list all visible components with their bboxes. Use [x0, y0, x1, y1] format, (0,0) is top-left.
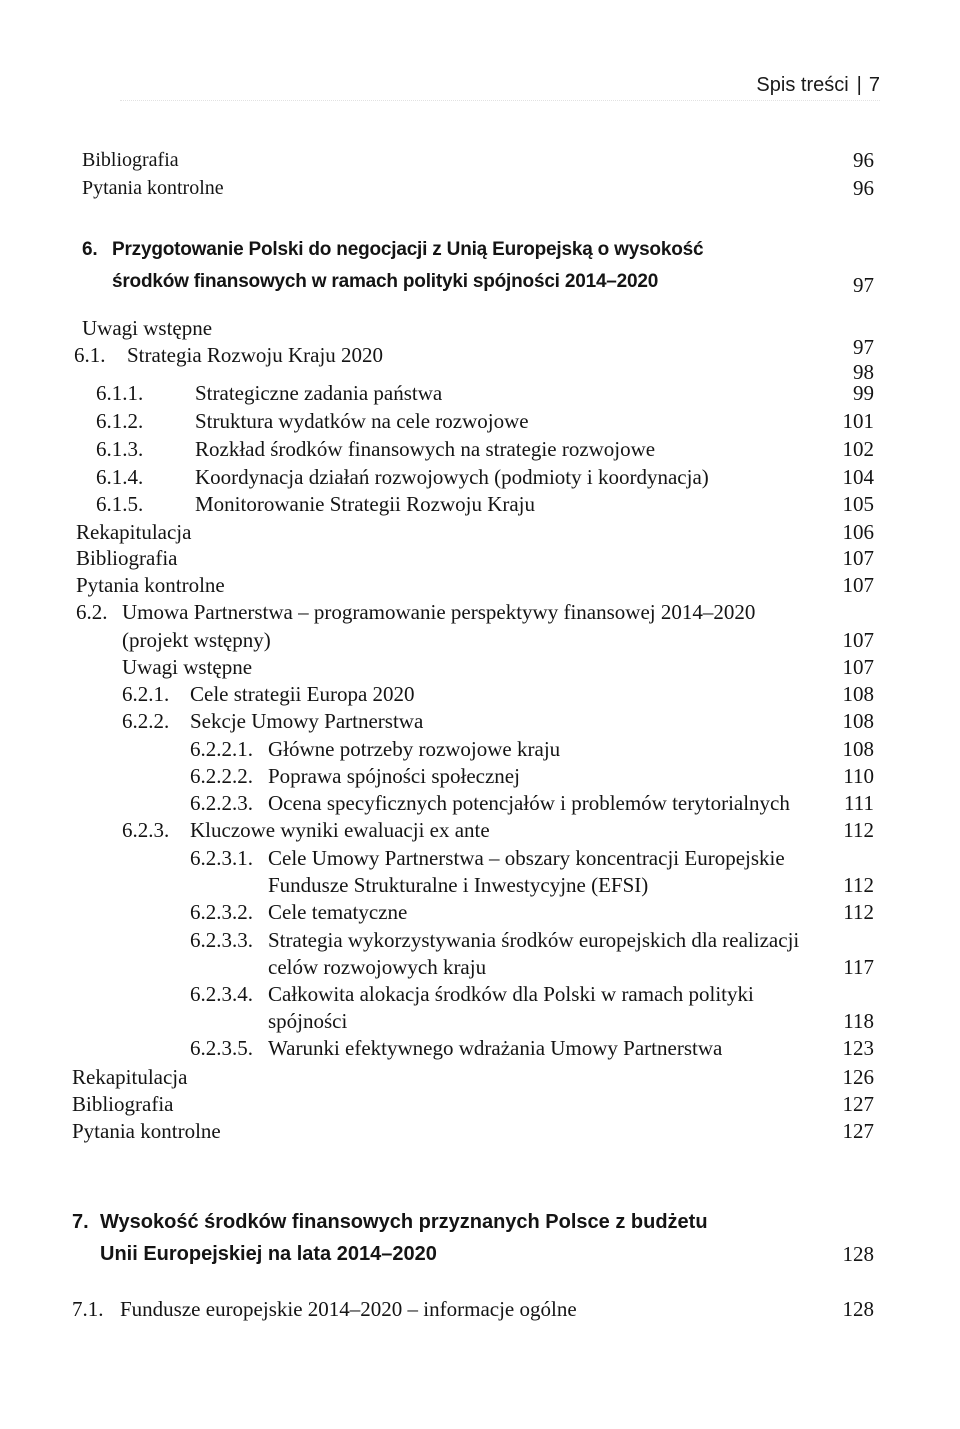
- entry-page: 108: [842, 737, 874, 761]
- entry-page: 110: [843, 764, 874, 788]
- chapter-page: 97: [853, 273, 874, 297]
- toc-entry: [0, 490, 960, 518]
- entry-title: Cele Umowy Partnerstwa – obszary koncentracji Europejskie: [268, 846, 785, 870]
- entry-page: 101: [842, 409, 874, 433]
- entry-number: 6.1.4.: [96, 465, 144, 489]
- chapter-title-line1: Wysokość środków finansowych przyznanych Polsce z budżetu: [100, 1211, 708, 1233]
- entry-title-line2: (projekt wstępny): [122, 628, 271, 652]
- entry-title: Pytania kontrolne: [76, 573, 225, 597]
- entry-number: 6.2.3.: [122, 818, 170, 842]
- entry-page: 104: [842, 465, 874, 489]
- entry-page: 96: [853, 176, 874, 200]
- entry-page: 107: [842, 573, 874, 597]
- entry-number: 6.2.2.3.: [190, 791, 253, 815]
- chapter-title-line2: środków finansowych w ramach polityki spójności 2014–2020: [112, 271, 659, 292]
- entry-page: 126: [842, 1065, 874, 1089]
- toc-entry: [0, 518, 960, 546]
- toc-entry: [0, 435, 960, 463]
- entry-title: Kluczowe wyniki ewaluacji ex ante: [190, 818, 490, 842]
- toc-entry: [0, 844, 960, 899]
- toc-entry: [0, 707, 960, 735]
- entry-number: 6.2.2.: [122, 709, 170, 733]
- toc-entry: [0, 1117, 960, 1145]
- chapter-number: 6.: [82, 239, 98, 260]
- entry-number: 6.1.5.: [96, 492, 144, 516]
- entry-number: 6.2.3.3.: [190, 928, 253, 952]
- chapter-number: 7.: [72, 1211, 89, 1233]
- entry-page: 112: [843, 818, 874, 842]
- entry-page: 112: [843, 873, 874, 897]
- toc-entry: [0, 379, 960, 407]
- entry-title: Cele strategii Europa 2020: [190, 682, 415, 706]
- chapter-heading: [0, 236, 960, 296]
- entry-number: 6.1.1.: [96, 381, 144, 405]
- toc-entry: [0, 1034, 960, 1062]
- entry-title: Uwagi wstępne: [122, 655, 253, 679]
- entry-title-line2: celów rozwojowych kraju: [268, 955, 487, 979]
- entry-title: Pytania kontrolne: [72, 1119, 221, 1143]
- entry-title: Bibliografia: [76, 546, 178, 570]
- entry-number: 6.2.2.1.: [190, 737, 253, 761]
- entry-page: 97: [853, 335, 874, 359]
- toc-entry: [0, 735, 960, 763]
- entry-title: Ocena specyficznych potencjałów i problemów terytorialnych: [268, 791, 790, 815]
- toc-entry: [0, 653, 960, 681]
- chapter-heading: [0, 1208, 960, 1268]
- entry-page: 96: [853, 148, 874, 172]
- toc-entry: [0, 146, 960, 174]
- entry-page: 102: [842, 437, 874, 461]
- entry-title-line2: Fundusze Strukturalne i Inwestycyjne (EFSI): [268, 873, 649, 897]
- entry-title: Umowa Partnerstwa – programowanie perspektywy finansowej 2014–2020: [122, 600, 756, 624]
- entry-title: Struktura wydatków na cele rozwojowe: [195, 409, 529, 433]
- toc-entry: [0, 898, 960, 926]
- entry-page: 108: [842, 709, 874, 733]
- entry-number: 6.2.3.5.: [190, 1036, 253, 1060]
- toc-entry: [0, 1090, 960, 1118]
- entry-number: 6.2.3.1.: [190, 846, 253, 870]
- entry-title: Rozkład środków finansowych na strategie rozwojowe: [195, 437, 656, 461]
- entry-title-line2: spójności: [268, 1009, 348, 1033]
- toc-entry: [0, 1063, 960, 1091]
- entry-title: Uwagi wstępne: [82, 316, 213, 340]
- entry-page: 105: [842, 492, 874, 516]
- entry-title: Całkowita alokacja środków dla Polski w ramach polityki: [268, 982, 754, 1006]
- chapter-page: 128: [842, 1242, 874, 1266]
- entry-title: Cele tematyczne: [268, 900, 408, 924]
- toc-entry: [0, 571, 960, 599]
- entry-title: Rekapitulacja: [72, 1065, 188, 1089]
- entry-title: Strategiczne zadania państwa: [195, 381, 443, 405]
- header-page-number: 7: [868, 74, 880, 96]
- entry-title: Koordynacja działań rozwojowych (podmioty i koordynacja): [195, 465, 709, 489]
- running-header: [756, 71, 880, 99]
- entry-page: 127: [842, 1092, 874, 1116]
- entry-title: Pytania kontrolne: [82, 177, 224, 199]
- entry-number: 6.2.: [76, 600, 108, 624]
- entry-page: 106: [842, 520, 874, 544]
- entry-title: Strategia Rozwoju Kraju 2020: [127, 343, 384, 367]
- entry-title: Bibliografia: [72, 1092, 174, 1116]
- entry-title: Bibliografia: [82, 149, 179, 171]
- entry-page: 123: [842, 1036, 874, 1060]
- entry-title: Poprawa spójności społecznej: [268, 764, 520, 788]
- entry-number: 6.1.2.: [96, 409, 144, 433]
- toc-entry: [0, 762, 960, 790]
- entry-number: 6.2.3.4.: [190, 982, 253, 1006]
- toc-entry: [0, 926, 960, 981]
- entry-title: Monitorowanie Strategii Rozwoju Kraju: [195, 492, 536, 516]
- toc-entry: [0, 341, 960, 384]
- toc-entry: [0, 174, 960, 202]
- entry-page: 107: [842, 655, 874, 679]
- entry-page: 118: [843, 1009, 874, 1033]
- entry-page: 99: [853, 381, 874, 405]
- entry-page: 112: [843, 900, 874, 924]
- entry-number: 7.1.: [72, 1297, 104, 1321]
- header-title: Spis treści: [756, 74, 849, 96]
- toc-entry: [0, 544, 960, 572]
- toc-entry: [0, 980, 960, 1035]
- entry-page: 107: [842, 546, 874, 570]
- entry-number: 6.2.2.2.: [190, 764, 253, 788]
- chapter-title-line2: Unii Europejskiej na lata 2014–2020: [100, 1243, 437, 1265]
- entry-title: Fundusze europejskie 2014–2020 – informacje ogólne: [120, 1297, 577, 1321]
- entry-title: Warunki efektywnego wdrażania Umowy Partnerstwa: [268, 1036, 723, 1060]
- entry-page: 98: [853, 360, 874, 384]
- entry-number: 6.2.3.2.: [190, 900, 253, 924]
- entry-title: Sekcje Umowy Partnerstwa: [190, 709, 424, 733]
- entry-title: Rekapitulacja: [76, 520, 192, 544]
- toc-entry: [0, 680, 960, 708]
- toc-entry: [0, 1295, 960, 1323]
- entry-title: Główne potrzeby rozwojowe kraju: [268, 737, 561, 761]
- chapter-title-line1: Przygotowanie Polski do negocjacji z Unią Europejską o wysokość: [112, 239, 704, 260]
- entry-number: 6.1.3.: [96, 437, 144, 461]
- entry-number: 6.2.1.: [122, 682, 170, 706]
- entry-page: 111: [844, 791, 874, 815]
- toc-entry: [0, 789, 960, 817]
- entry-page: 108: [842, 682, 874, 706]
- header-rule: [120, 100, 880, 101]
- entry-number: 6.1.: [74, 343, 106, 367]
- toc-entry: [0, 598, 960, 654]
- entry-page: 107: [842, 628, 874, 652]
- toc-entry: [0, 407, 960, 435]
- entry-title: Strategia wykorzystywania środków europejskich dla realizacji: [268, 928, 800, 952]
- header-separator: |: [856, 74, 862, 96]
- toc-entry: [0, 463, 960, 491]
- entry-page: 128: [842, 1297, 874, 1321]
- entry-page: 117: [843, 955, 874, 979]
- entry-page: 127: [842, 1119, 874, 1143]
- toc-entry: [0, 816, 960, 844]
